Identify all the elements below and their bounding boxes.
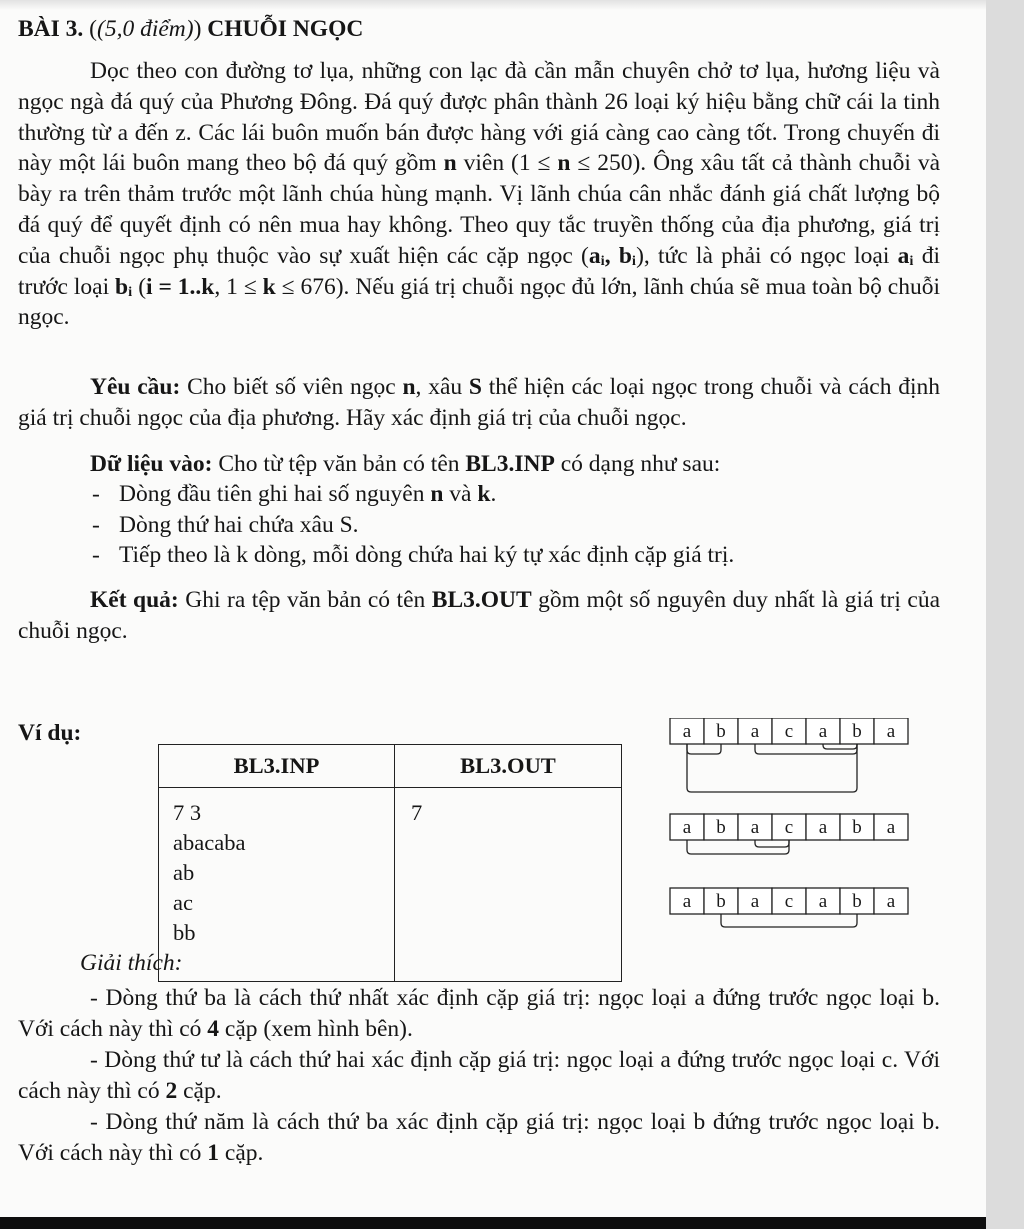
problem-number: BÀI 3. — [18, 16, 84, 42]
diagram-letter: a — [818, 891, 828, 912]
pair-connector — [755, 840, 789, 847]
diagram-letter: b — [852, 721, 862, 742]
diagram-letter: a — [682, 817, 692, 838]
input-file-header: BL3.INP — [159, 745, 395, 788]
problem-name: CHUỖI NGỌC — [207, 16, 364, 42]
input-line: 7 3 — [173, 800, 202, 825]
input-line: ac — [173, 890, 193, 915]
diagram-row-bb — [670, 888, 908, 927]
diagram-letter: b — [852, 891, 862, 912]
diagram-letter: a — [682, 721, 692, 742]
diagram-letter: a — [886, 721, 896, 742]
pair-connector — [687, 744, 721, 754]
pair-connector — [823, 744, 857, 749]
explanation-title: Giải thích: — [80, 950, 183, 976]
pair-connector — [721, 914, 857, 927]
example-label: Ví dụ: — [18, 720, 82, 746]
diagram-letter: b — [716, 817, 726, 838]
input-spec-heading: Dữ liệu vào: Cho từ tệp văn bản có tên BL3.INP có dạng như sau: — [90, 451, 721, 477]
diagram-letter: c — [784, 817, 794, 838]
diagram-letter: b — [716, 891, 726, 912]
problem-points: ((5,0 điểm)) — [89, 16, 202, 42]
explanation-line: - Dòng thứ năm là cách thứ ba xác định cặp giá trị: ngọc loại b đứng trước ngọc loại b. Với cách này thì có 1 cặp. — [18, 1109, 940, 1166]
diagram-letter: a — [750, 817, 760, 838]
requirement-paragraph: Yêu cầu: Cho biết số viên ngọc n, xâu S thể hiện các loại ngọc trong chuỗi và cách định giá trị chuỗi ngọc của địa phương. Hãy xác định giá trị của chuỗi ngọc. — [18, 374, 940, 431]
input-line: ab — [173, 860, 195, 885]
diagram-letter: a — [886, 817, 896, 838]
output-line: 7 — [411, 800, 423, 825]
input-file-content — [159, 788, 395, 982]
diagram-letter: b — [716, 721, 726, 742]
problem-statement: Dọc theo con đường tơ lụa, những con lạc đà cần mẫn chuyên chở tơ lụa, hương liệu và ngọc ngà đá quý của Phương Đông. Đá quý được phân thành 26 loại ký hiệu bằng chữ cái la tinh thường từ a đến z. Các lái buôn muốn bán được hàng với giá càng cao càng tốt. Trong chuyến đi này một lái buôn mang theo bộ đá quý gồm n viên (1 ≤ n ≤ 250). Ông xâu tất cả thành chuỗi và bày ra trên thảm trước một lãnh chúa hùng mạnh. Vị lãnh chúa cân nhắc đánh giá chất lượng bộ đá quý để quyết định có nên mua hay không. Theo quy tắc truyền thống của địa phương, giá trị của chuỗi ngọc phụ thuộc vào sự xuất hiện các cặp ngọc (aᵢ, bᵢ), tức là phải có ngọc loại aᵢ đi trước loại bᵢ (i = 1..k, 1 ≤ k ≤ 676). Nếu giá trị chuỗi ngọc đủ lớn, lãnh chúa sẽ mua toàn bộ chuỗi ngọc. — [18, 58, 941, 331]
output-file-header: BL3.OUT — [395, 745, 622, 788]
diagram-letter: c — [784, 721, 794, 742]
problem-title — [18, 16, 363, 43]
input-spec-item: - Dòng thứ hai chứa xâu S. — [92, 510, 734, 541]
diagram-letter: b — [852, 817, 862, 838]
output-spec-paragraph: Kết quả: Ghi ra tệp văn bản có tên BL3.OUT gồm một số nguyên duy nhất là giá trị của chuỗi ngọc. — [18, 587, 940, 644]
input-spec-list — [92, 479, 734, 571]
bottom-rule — [0, 1217, 986, 1229]
diagram-letter: a — [682, 891, 692, 912]
input-line: abacaba — [173, 830, 246, 855]
diagram-letter: a — [886, 891, 896, 912]
diagram-letter: a — [750, 721, 760, 742]
diagram-letter: c — [784, 891, 794, 912]
diagram-letter: a — [818, 817, 828, 838]
output-file-content — [395, 788, 622, 982]
pair-connector — [687, 744, 857, 792]
diagram-row-ab — [670, 718, 908, 792]
diagram-letter: a — [750, 891, 760, 912]
diagram-row-ac — [670, 814, 908, 854]
input-spec-item: - Tiếp theo là k dòng, mỗi dòng chứa hai ký tự xác định cặp giá trị. — [92, 540, 734, 571]
input-line: bb — [173, 920, 196, 945]
example-table — [158, 744, 622, 982]
diagram-letter: a — [818, 721, 828, 742]
explanation-line: - Dòng thứ ba là cách thứ nhất xác định cặp giá trị: ngọc loại a đứng trước ngọc loại b. Với cách này thì có 4 cặp (xem hình bên). — [18, 985, 940, 1042]
pair-diagram — [660, 718, 920, 940]
input-spec-item: - Dòng đầu tiên ghi hai số nguyên n và k. — [92, 479, 734, 510]
explanation-line: - Dòng thứ tư là cách thứ hai xác định cặp giá trị: ngọc loại a đứng trước ngọc loại c. Với cách này thì có 2 cặp. — [18, 1047, 940, 1104]
